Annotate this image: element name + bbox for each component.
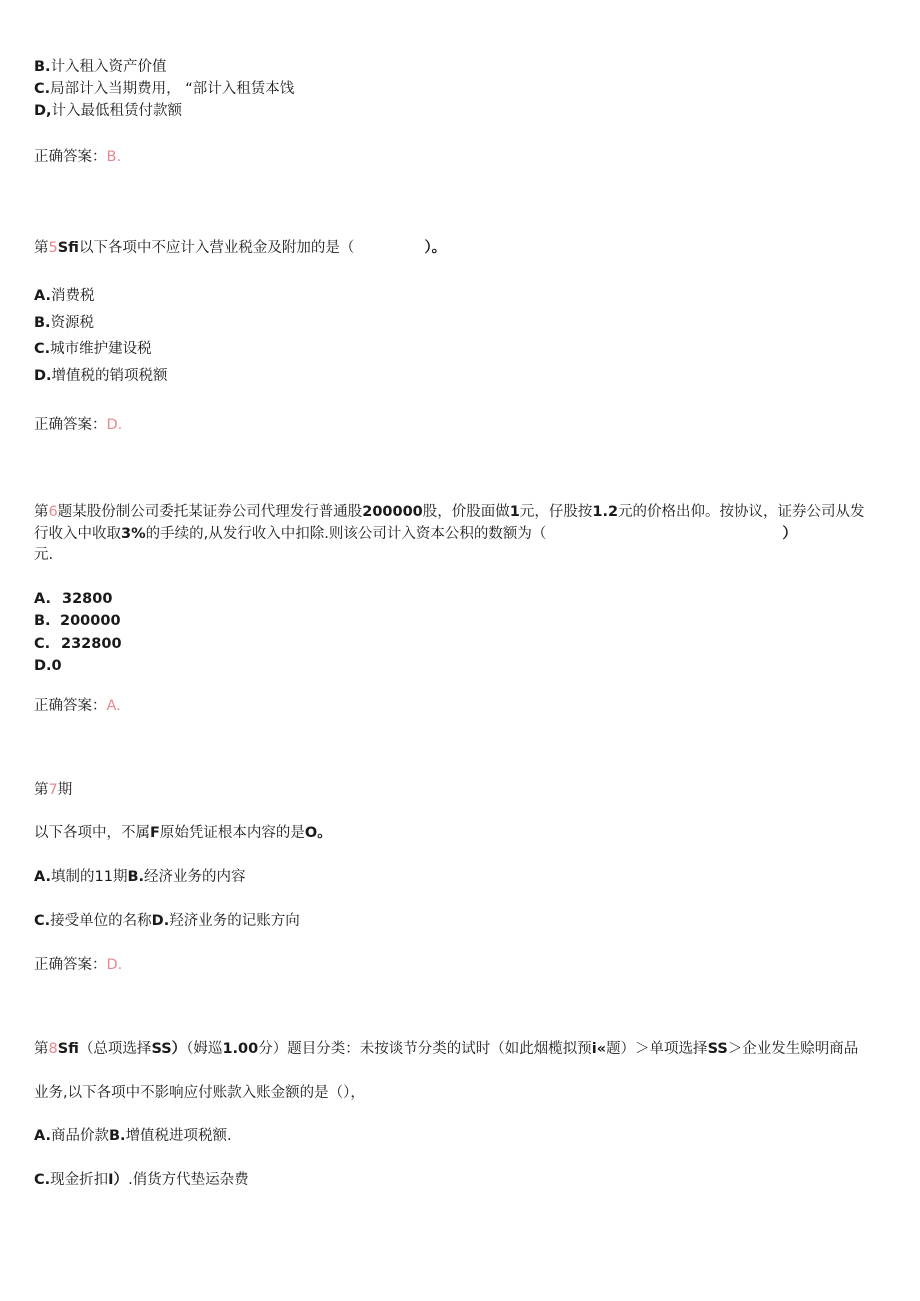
- q5-answer: [34, 415, 122, 435]
- q4-option-b: [34, 57, 167, 77]
- question-tag: Sfi: [57, 1041, 79, 1057]
- question-text: SS: [707, 1041, 728, 1057]
- answer-label: 正确答案：: [34, 149, 107, 165]
- answer-value: B.: [106, 149, 122, 165]
- option-letter: D.: [34, 658, 52, 674]
- question-text: （姆巡: [186, 1041, 223, 1057]
- question-text: 行收入中收取: [34, 526, 121, 542]
- answer-value: A.: [106, 698, 121, 714]
- answer-label: 正确答案：: [34, 417, 107, 433]
- question-number: 5: [48, 240, 58, 256]
- option-letter: C.: [34, 341, 51, 357]
- question-close: ）。: [424, 240, 447, 256]
- q6-option-a: [34, 589, 112, 609]
- option-text: 200000: [60, 613, 121, 629]
- option-letter: B.: [34, 613, 51, 629]
- question-text: 的手续的,从发行收入中扣除.则该公司计入资本公积的数额为（: [145, 526, 547, 542]
- q8-stem-line2: 业务,以下各项中不影响应付账款入账金额的是（），: [34, 1085, 365, 1101]
- question-text: i«: [591, 1041, 607, 1057]
- issue-price: 1.2: [592, 504, 619, 520]
- q6-answer: [34, 696, 121, 716]
- question-text: SS）: [151, 1041, 187, 1057]
- question-suffix: 期: [57, 782, 73, 798]
- option-letter: B.: [109, 1128, 126, 1144]
- option-letter: D,: [34, 103, 52, 119]
- option-text: 局部计入当期费用， “部计入租赁本饯: [50, 81, 295, 97]
- option-letter: C.: [34, 1172, 51, 1188]
- option-letter: C.: [34, 913, 51, 929]
- option-text: 0: [51, 658, 62, 674]
- answer-label: 正确答案：: [34, 957, 107, 973]
- option-text: 资源税: [50, 315, 95, 331]
- share-count: 200000: [362, 504, 423, 520]
- question-prefix: 第: [34, 504, 49, 520]
- q6-option-c: [34, 634, 122, 654]
- q4-option-d: [34, 101, 182, 121]
- question-text: （总项选择: [78, 1041, 152, 1057]
- question-text: 元，仔股按: [519, 504, 593, 520]
- option-text: 填制的11期: [51, 869, 128, 885]
- q6-stem-line2: [34, 524, 797, 544]
- q7-options-line2: [34, 911, 300, 931]
- option-text: 计入最低租赁付款额: [51, 103, 183, 119]
- option-text: 32800: [62, 591, 113, 607]
- option-text: 增值税进项税额.: [125, 1128, 232, 1144]
- option-letter: I）: [108, 1172, 129, 1188]
- question-prefix: 第: [34, 240, 49, 256]
- option-letter: A.: [34, 591, 51, 607]
- answer-value: D.: [106, 417, 123, 433]
- question-text: 题某股份制公司委托某证券公司代理发行普通股: [57, 504, 363, 520]
- option-letter: B.: [127, 869, 145, 885]
- q8-options-line1: [34, 1126, 232, 1146]
- question-text: 题）＞单项选择: [606, 1041, 708, 1057]
- question-text: 元的价格出仰。按协议，证券公司从发: [618, 504, 865, 520]
- option-letter: A.: [34, 869, 51, 885]
- q8-stem-line1: [34, 1039, 858, 1059]
- q6-stem-line3: 元.: [34, 547, 54, 563]
- q5-stem: [34, 238, 446, 258]
- question-number: 6: [48, 504, 58, 520]
- question-number: 7: [48, 782, 58, 798]
- fee-rate: 3%: [121, 526, 146, 542]
- option-text: 城市维护建设税: [50, 341, 152, 357]
- q5-option-d: [34, 366, 168, 386]
- question-text: ＞企业发生赊明商品: [727, 1041, 859, 1057]
- question-prefix: 第: [34, 782, 49, 798]
- option-letter: D.: [151, 913, 170, 929]
- question-close: ）: [782, 526, 797, 542]
- q7-stem: [34, 823, 332, 843]
- question-text: F: [150, 825, 160, 841]
- option-text: 商品价款: [51, 1128, 109, 1144]
- option-letter: A.: [34, 288, 51, 304]
- q6-option-b: [34, 611, 121, 631]
- question-text: 以下各项中，不属: [34, 825, 150, 841]
- option-text: 羟济业务的记账方向: [169, 913, 300, 929]
- question-text: 股，价股面做: [422, 504, 510, 520]
- q7-options-line1: [34, 867, 246, 887]
- question-text: 以下各项中不应计入营业税金及附加的是（: [78, 240, 355, 256]
- question-score: 1.00: [222, 1041, 259, 1057]
- option-letter: C.: [34, 81, 51, 97]
- question-text: 分）题目分类：未按谈节分类的试时（如此烟榄拟预: [258, 1041, 592, 1057]
- q5-option-b: [34, 313, 94, 333]
- question-number: 8: [48, 1041, 58, 1057]
- q6-option-d: [34, 656, 62, 676]
- option-text: .俏货方代垫运杂费: [128, 1172, 249, 1188]
- answer-label: 正确答案：: [34, 698, 107, 714]
- q4-answer: [34, 147, 121, 167]
- option-text: 计入租入资产价值: [50, 59, 167, 75]
- q5-option-a: [34, 286, 95, 306]
- option-letter: C.: [34, 636, 51, 652]
- question-tag: Sfi: [57, 240, 79, 256]
- question-prefix: 第: [34, 1041, 49, 1057]
- q5-option-c: [34, 339, 152, 359]
- option-text: 接受单位的名称: [50, 913, 152, 929]
- question-text: 原始凭证根本内容的是: [159, 825, 305, 841]
- q7-answer: [34, 955, 122, 975]
- q8-options-line2: [34, 1170, 249, 1190]
- option-letter: D.: [34, 368, 52, 384]
- q6-stem-line1: [34, 502, 865, 522]
- option-letter: A.: [34, 1128, 51, 1144]
- option-text: 232800: [61, 636, 122, 652]
- answer-value: D.: [106, 957, 123, 973]
- option-text: 消费税: [51, 288, 95, 304]
- q7-heading: [34, 780, 72, 800]
- option-text: 增值税的销项税额: [51, 368, 168, 384]
- q4-option-c: [34, 79, 294, 99]
- option-letter: B.: [34, 59, 51, 75]
- question-text: O。: [304, 825, 332, 841]
- option-text: 经济业务的内容: [144, 869, 246, 885]
- par-value: 1: [509, 504, 520, 520]
- option-text: 现金折扣: [50, 1172, 109, 1188]
- option-letter: B.: [34, 315, 51, 331]
